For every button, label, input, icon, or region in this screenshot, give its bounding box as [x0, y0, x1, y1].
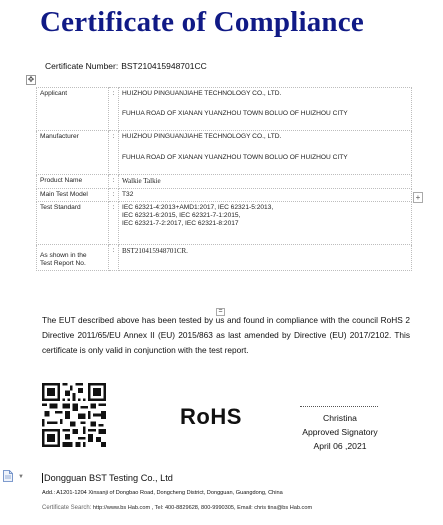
- certificate-search-line: [42, 505, 312, 511]
- table-row: [37, 244, 412, 270]
- model-label: Main Test Model: [37, 188, 109, 201]
- colon: :: [109, 244, 119, 270]
- certificate-title: Certificate of Compliance: [40, 6, 364, 38]
- compliance-statement: The EUT described above has been tested by us and found in compliance with the council RoHS 2 Directive 2011/65/EU Annex II (EU) 2015/863 as last amended by Directive (EU) 2017/2102. This certificate is only valid in conjunction with the test report.: [42, 315, 410, 355]
- colon: :: [109, 131, 119, 174]
- certificate-info-table: [36, 87, 412, 271]
- qr-code: [42, 383, 106, 447]
- manufacturer-address: FUHUA ROAD OF XIANAN YUANZHOU TOWN BOLUO OF HUIZHOU CITY: [122, 153, 348, 161]
- table-row: [37, 201, 412, 244]
- move-handle-icon[interactable]: ✥: [27, 75, 35, 84]
- signatory-title: Approved Signatory: [302, 427, 378, 437]
- report-value: BST210415948701CR.: [119, 244, 412, 270]
- table-row: [37, 188, 412, 201]
- applicant-value: [119, 88, 412, 131]
- company-address: Add.: A1201-1204 Xinsanji of Dongbao Road, Dongcheng District, Dongguan, Guangdong, China: [42, 490, 283, 496]
- rohs-logo: RoHS: [180, 404, 242, 429]
- certificate-number-line: [42, 61, 207, 71]
- certificate-search-text: http://www.bs Hab.com , Tel: 400-8829628, 800-9990305, Email: chris tina@bs Hab.com: [92, 505, 313, 511]
- applicant-label: Applicant: [37, 88, 109, 131]
- certificate-search-label: Certificate Search:: [42, 505, 92, 511]
- product-label: Product Name: [37, 174, 109, 188]
- manufacturer-label: Manufacturer: [37, 131, 109, 174]
- applicant-address: FUHUA ROAD OF XIANAN YUANZHOU TOWN BOLUO OF HUIZHOU CITY: [122, 110, 348, 118]
- signatory-date: April 06 ,2021: [313, 441, 367, 451]
- product-value: Walkie Talkie: [119, 174, 412, 188]
- report-label-line: As shown in the: [40, 251, 87, 259]
- certificate-number: BST210415948701CC: [121, 61, 207, 71]
- certificate-number-label: Certificate Number:: [45, 61, 119, 71]
- standard-line: IEC 62321-6:2015, IEC 62321-7-1:2015,: [122, 212, 241, 220]
- model-value: T32: [119, 188, 412, 201]
- manufacturer-name: HUIZHOU PINGUANJIAHE TECHNOLOGY CO., LTD.: [122, 133, 282, 141]
- manufacturer-value: [119, 131, 412, 174]
- standard-line: IEC 62321-4:2013+AMD1:2017, IEC 62321-5:2013,: [122, 203, 274, 211]
- table-row: [37, 174, 412, 188]
- standard-label: Test Standard: [37, 201, 109, 244]
- document-icon[interactable]: [3, 470, 13, 482]
- colon: :: [109, 88, 119, 131]
- colon: :: [109, 188, 119, 201]
- standard-line: IEC 62321-7-2:2017, IEC 62321-8:2017: [122, 220, 239, 228]
- plus-icon[interactable]: +: [413, 192, 423, 203]
- colon: :: [109, 174, 119, 188]
- signatory-block: [285, 411, 395, 453]
- table-row: [37, 88, 412, 131]
- signature-line: [300, 406, 378, 407]
- report-label-line: Test Report No.: [40, 259, 86, 267]
- standard-value: [119, 201, 412, 244]
- report-label: [37, 244, 109, 270]
- signatory-name: Christina: [323, 413, 357, 423]
- plus-icon[interactable]: =: [216, 308, 225, 316]
- company-name: Dongguan BST Testing Co., Ltd: [44, 473, 173, 483]
- chevron-down-icon[interactable]: ▼: [18, 474, 24, 480]
- table-row: [37, 131, 412, 174]
- colon: :: [109, 201, 119, 244]
- applicant-name: HUIZHOU PINGUANJIAHE TECHNOLOGY CO., LTD.: [122, 90, 282, 97]
